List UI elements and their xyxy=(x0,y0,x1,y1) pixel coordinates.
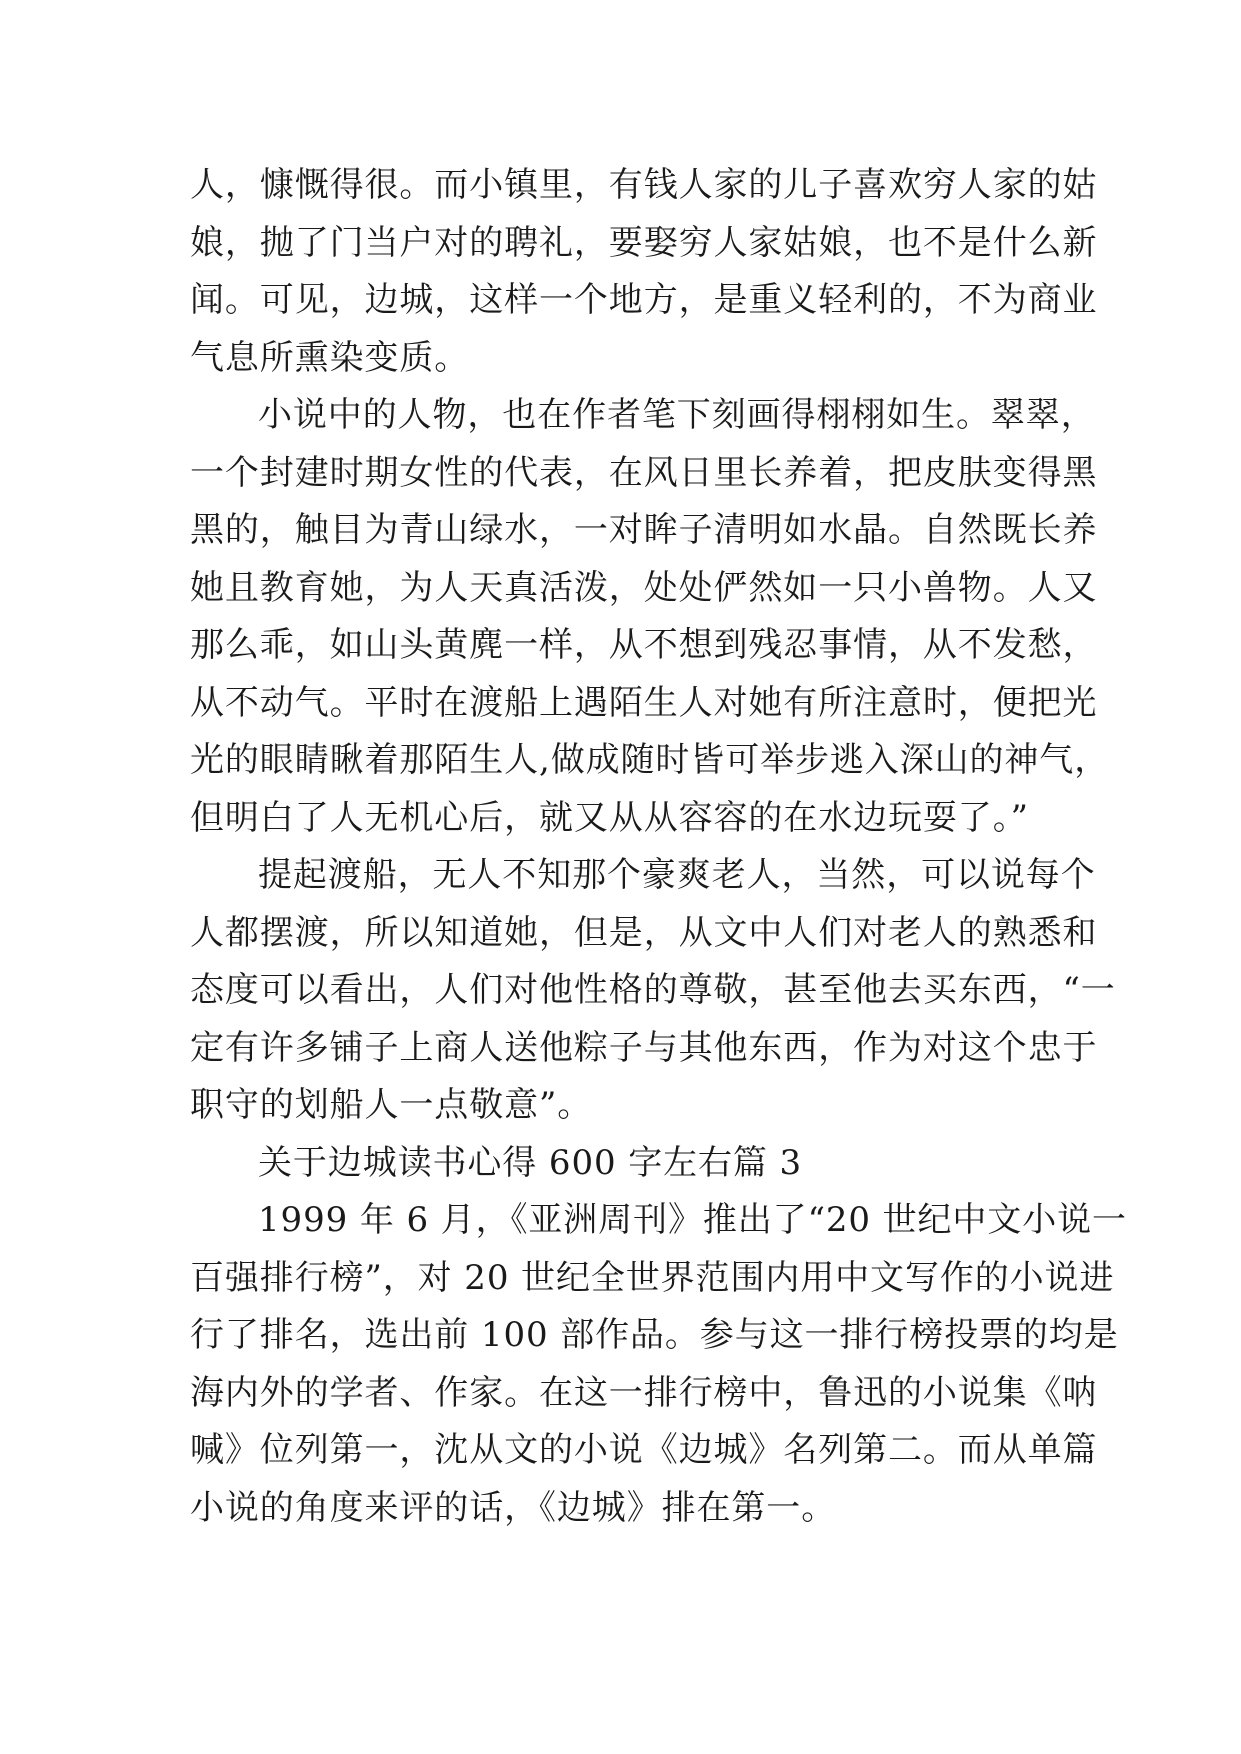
section-heading xyxy=(190,1135,1070,1193)
paragraph-characters xyxy=(190,387,1110,847)
section-heading-text: 关于边城读书心得 600 字左右篇 3 xyxy=(258,1142,803,1183)
text-line: 小说的角度来评的话，《边城》排在第一。 xyxy=(190,1487,837,1528)
text-line: 1999 年 6 月，《亚洲周刊》推出了“20 世纪中文小说一 xyxy=(258,1200,1127,1240)
text-line: 定有许多铺子上商人送他粽子与其他东西，作为对这个忠于 xyxy=(190,1027,1098,1068)
text-line: 行了排名，选出前 100 部作品。参与这一排行榜投票的均是 xyxy=(190,1315,1119,1355)
text-line: 娘，抛了门当户对的聘礼，要娶穷人家姑娘，也不是什么新 xyxy=(190,222,1098,263)
paragraph-ferryman xyxy=(190,847,1116,1135)
text-line: 光的眼睛瞅着那陌生人,做成随时皆可举步逃入深山的神气， xyxy=(190,740,1110,780)
text-line: 黑的，触目为青山绿水，一对眸子清明如水晶。自然既长养 xyxy=(190,510,1098,550)
text-line: 闻。可见，边城，这样一个地方，是重义轻利的，不为商业 xyxy=(190,280,1098,320)
text-line: 人都摆渡，所以知道她，但是，从文中人们对老人的熟悉和 xyxy=(190,912,1098,953)
text-line: 一个封建时期女性的代表，在风日里长养着，把皮肤变得黑 xyxy=(190,452,1098,493)
paragraph-ranking xyxy=(190,1192,1127,1537)
paragraph-continuation xyxy=(190,157,1098,387)
text-line: 从不动气。平时在渡船上遇陌生人对她有所注意时，便把光 xyxy=(190,682,1098,723)
text-line: 人，慷慨得很。而小镇里，有钱人家的儿子喜欢穷人家的姑 xyxy=(190,165,1098,205)
text-line: 职守的划船人一点敬意”。 xyxy=(190,1085,593,1125)
text-line: 她且教育她，为人天真活泼，处处俨然如一只小兽物。人又 xyxy=(190,567,1098,608)
text-line: 小说中的人物，也在作者笔下刻画得栩栩如生。翠翠， xyxy=(258,395,1096,435)
text-line: 百强排行榜”，对 20 世纪全世界范围内用中文写作的小说进 xyxy=(190,1257,1115,1298)
text-line: 提起渡船，无人不知那个豪爽老人，当然，可以说每个 xyxy=(258,855,1096,895)
text-line: 但明白了人无机心后，就又从从容容的在水边玩耍了。” xyxy=(190,797,1029,838)
text-line: 态度可以看出，人们对他性格的尊敬，甚至他去买东西，“一 xyxy=(190,970,1116,1010)
text-line: 海内外的学者、作家。在这一排行榜中，鲁迅的小说集《呐 xyxy=(190,1372,1098,1413)
text-line: 那么乖，如山头黄麂一样，从不想到残忍事情，从不发愁， xyxy=(190,625,1098,665)
document-body xyxy=(190,157,1127,1537)
text-line: 喊》位列第一，沈从文的小说《边城》名列第二。而从单篇 xyxy=(190,1430,1098,1470)
text-line: 气息所熏染变质。 xyxy=(190,337,470,378)
